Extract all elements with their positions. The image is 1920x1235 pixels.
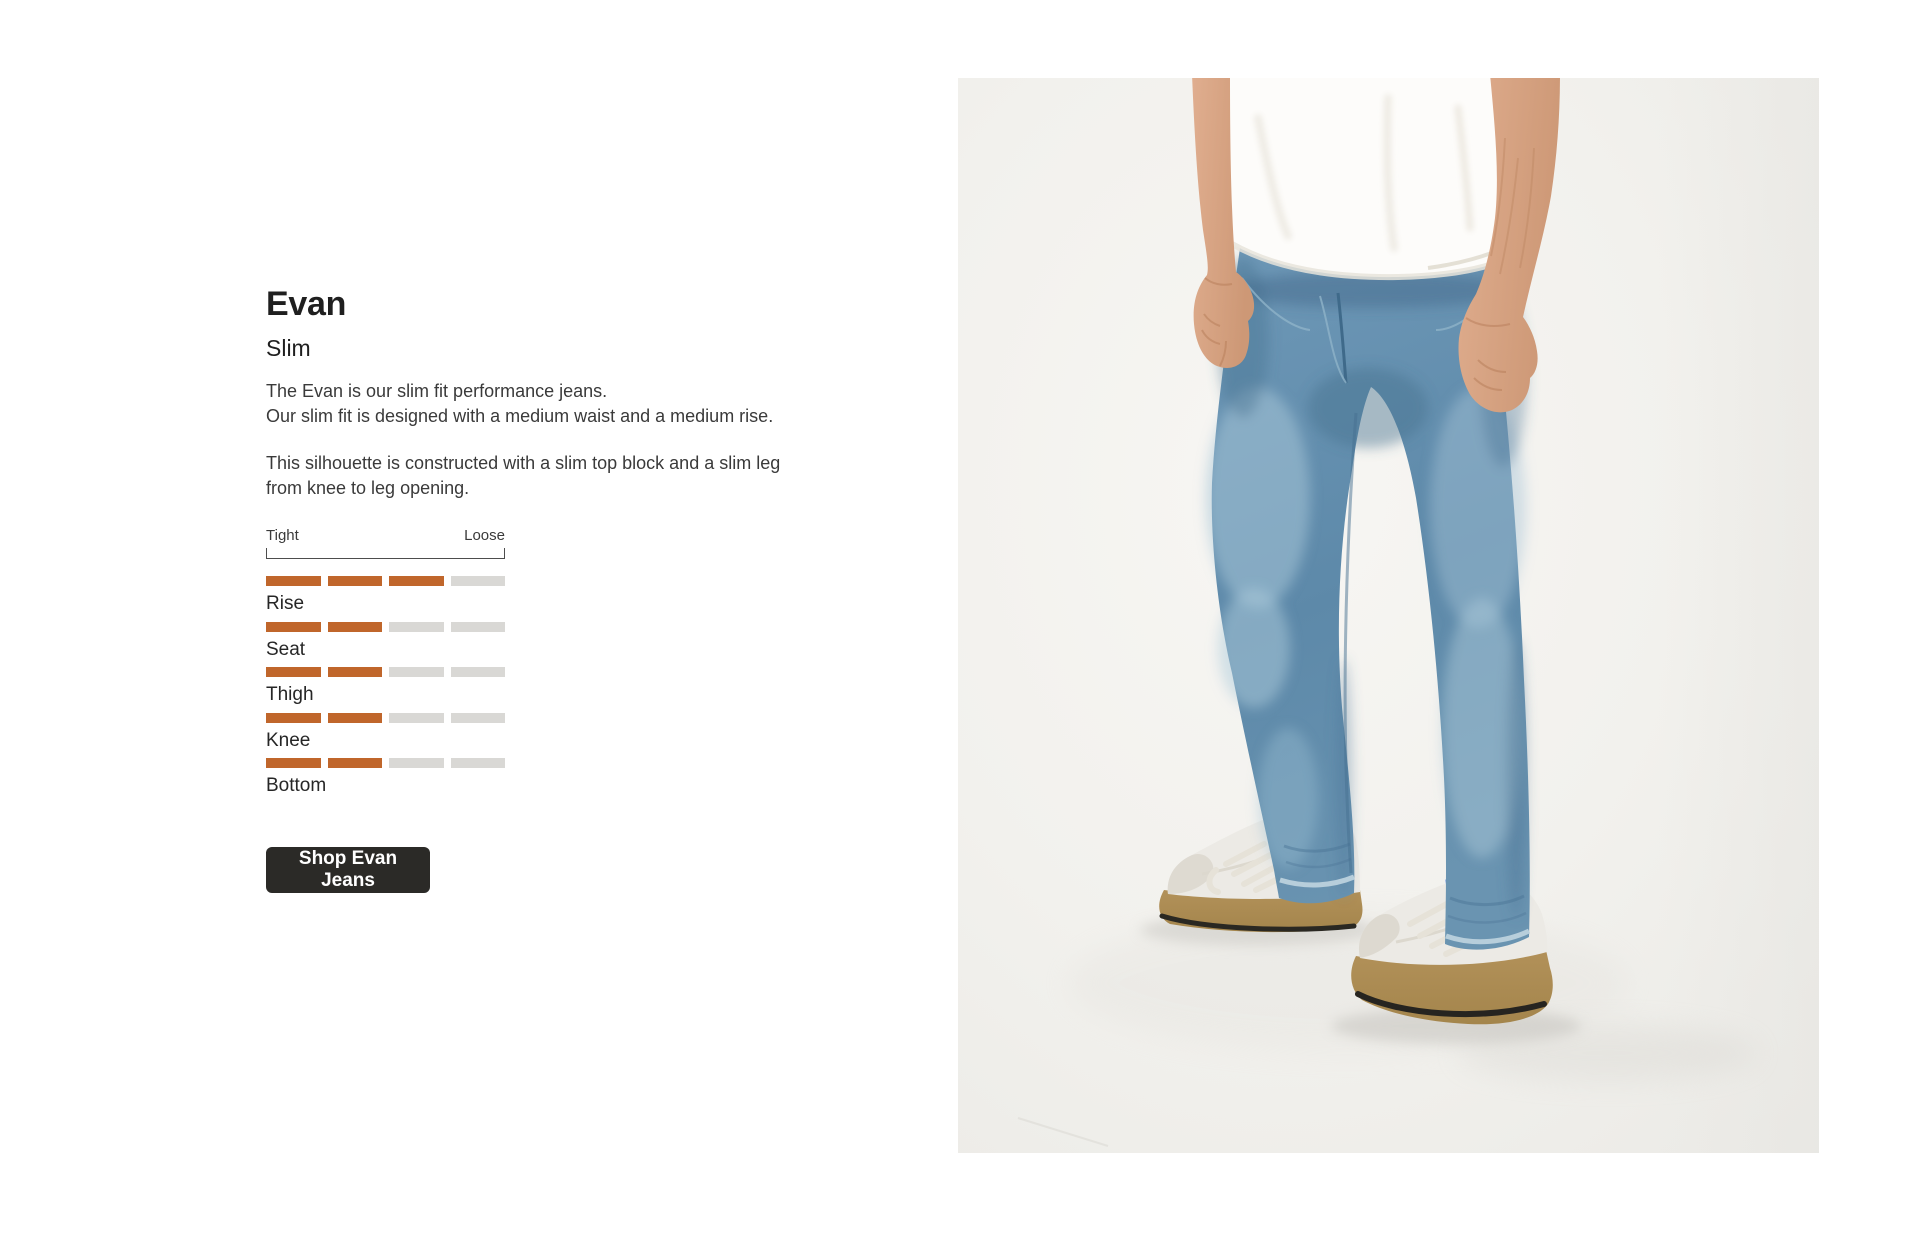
fit-segment-filled [266,758,321,768]
fit-bar [266,713,505,723]
fit-rows [266,576,505,804]
fit-row-label: Knee [266,729,311,751]
fit-row-bottom [266,758,505,804]
description-line: This silhouette is constructed with a slim top block and a slim leg [266,453,781,473]
fit-segment-empty [451,758,506,768]
description-line: Our slim fit is designed with a medium waist and a medium rise. [266,406,774,426]
fit-segment-filled [266,667,321,677]
fit-bar [266,576,505,586]
fit-segment-empty [389,667,444,677]
product-fit-label: Slim [266,335,311,361]
product-photo [958,78,1819,1153]
fit-segment-empty [389,713,444,723]
fit-segment-filled [328,713,383,723]
scale-min-label: Tight [266,527,299,544]
fit-segment-filled [328,758,383,768]
fit-segment-filled [266,576,321,586]
description-line: from knee to leg opening. [266,478,470,498]
fit-segment-filled [328,622,383,632]
fit-segment-filled [266,713,321,723]
model-photo-svg [958,78,1819,1153]
fit-bar [266,667,505,677]
fit-row-thigh [266,667,505,713]
fit-bar [266,758,505,768]
fit-segment-filled [328,667,383,677]
scale-line [266,548,505,559]
product-description-2 [266,451,780,501]
description-line: The Evan is our slim fit performance jeans. [266,381,608,401]
tshirt [1220,78,1524,277]
fit-segment-empty [451,622,506,632]
fit-bar [266,622,505,632]
shop-button[interactable]: Shop Evan Jeans [266,847,430,893]
fit-segment-filled [266,622,321,632]
fit-segment-empty [389,622,444,632]
fit-row-label: Thigh [266,684,314,705]
product-description-1 [266,379,773,429]
fit-row-seat [266,622,505,668]
fit-segment-filled [328,576,383,586]
scale-max-label: Loose [464,527,505,544]
fit-segment-empty [389,758,444,768]
fit-row-label: Seat [266,638,306,660]
fit-segment-empty [451,713,506,723]
fit-scale-axis [266,527,505,559]
fit-row-rise [266,576,505,622]
fit-segment-filled [389,576,444,586]
fit-row-knee [266,713,505,759]
product-name: Evan [266,285,347,323]
fit-row-label: Bottom [266,775,327,796]
fit-row-label: Rise [266,593,305,614]
fit-segment-empty [451,576,506,586]
fit-segment-empty [451,667,506,677]
